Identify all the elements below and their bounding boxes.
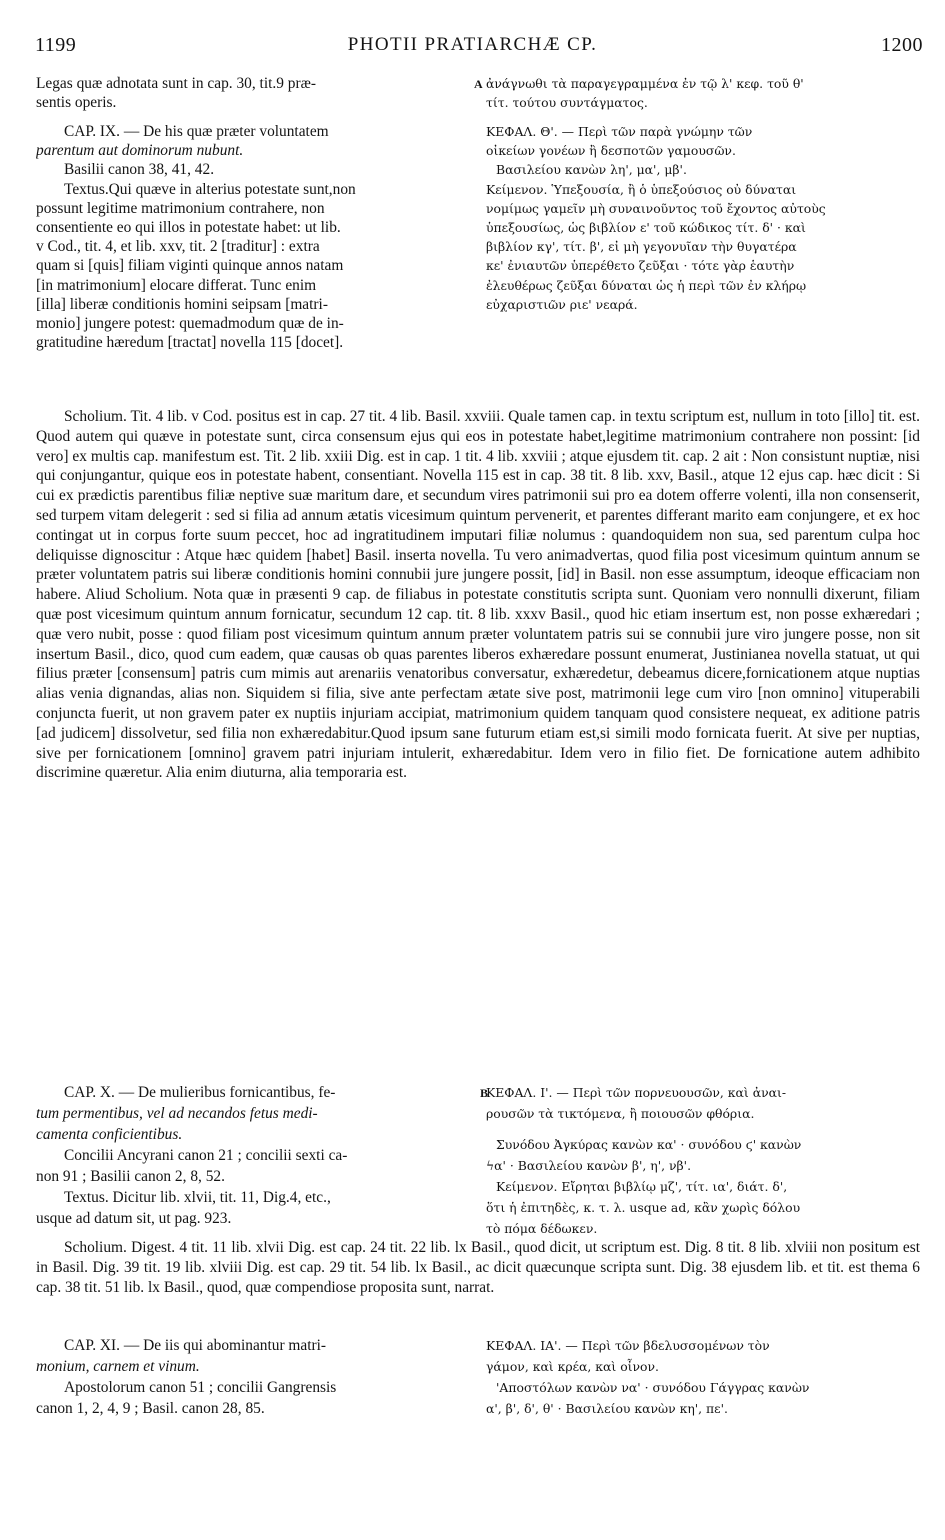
scholium-1: Scholium. Tit. 4 lib. v Cod. positus est in cap. 27 tit. 4 lib. Basil. xxviii. Quale tamen cap. in textu scriptum est, nullum in toto [illo] tit. est. Quod autem qui quæve in potestate sunt, circa consensum ejus qui eos in potestate habet,legitime matrimonium contrahere non possint: [id vero] ex multis cap. manifestum est. Tit. 2 lib. xxiii Dig. est in cap. 1 tit. 4 lib. xxviii ; atque ejusdem tit. cap. 2 ait : Non consistunt nuptiæ, nisi qui conjungantur, quique eos in potestate habent, consentiant. Novella 115 est in cap. 38 tit. 8 lib. xxv, Basil., atque 12 ejus cap. hæc dicit : Si cui ex prædictis parentibus filiæ neptive suæ maritum dare, et secundum vires patrimonii sui pro ea dotem offerre volenti, illa non consenserit, sed turpem vitam delegerit : sed si filia ad annum ætatis vicesimum quintum pervenerit, et parentes differant marito eam conjungere, et ex hoc contingat ut in corpus forte suum peccet, hoc ad ingratitudinem imputari filiæ nolumus : quandoquidem non sua, sed parentum culpa hoc deliquisse dignoscitur : Atque hæc quidem [habet] Basil. inserta novella. Tu vero animadvertas, quod filia post vicesimum quintum annum se præter voluntatem patris sui liberæ conditionis homini connubii jure jungere possit, [id] in Basil. non esse assumptum, ideoque efficaciam non habere. Aliud Scholium. Nota quæ in præsenti 9 cap. de filiabus in potestate constitutis scripta sunt. Quoniam vero nonnulli dixerunt, filiam quæ post vicesimum quintum annum fornicatur, secundum 12 cap. tit. 8 lib. xxxv Basil., quod hic etiam insertum est, non posse exhæredari ; quæ vero nubit, posse : quod filiam post vicesimum quintum annum præter voluntatem patris sui se connubii jure viro jungere posse, non sit insertum Basil., dico, quod cum eadem, quæ causas ob quas parentes liberos exhæredare possunt enumerat, Justinianea novella statuat, ut qui filius præter [consensum] patris cum mimis aut arenariis venatoribus conversatur, exhæredetur, debeamus dicere,fornicationem atque nuptias alias venia dignandas, alias non. Siquidem si filia, sive ante perfectam ætate sive post, matrimonii lege cum viro [non omnino] vituperabili conjuncta fuerit, ut non gravem pater ex nuptiis injuriam accipiat, matrimonium quidem tanquam quod consistere nequeat, ex aditione patris [ad judicem] dissolvetur, sed filia non exhæredabitur.Quod ipsum sane futurum etiam est,si simili modo fornicata fuerit. At sive per nuptias, sive per fornicationem [omnino] gravem patri injuriam intulerit, exhæredabitur. Idem vero in filio fiet. De fornicatione autem adhibito discrimine quæretur. Alia enim diuturna, alia temporaria est. <box>36 408 920 782</box>
cap-11-greek-heading-line: ΚΕΦΑΛ. ΙΑ'. — Περὶ τῶν βδελυσσομένων τὸν <box>486 1338 770 1353</box>
cap-9-text-line: Textus.Qui quæve in alterius potestate sunt,non <box>64 180 356 198</box>
page-header <box>0 0 945 64</box>
latin-line: Legas quæ adnotata sunt in cap. 30, tit.9 præ- <box>36 75 316 92</box>
greek-line: ἀνάγνωθι τὰ παραγεγραμμένα ἐν τῷ λ' κεφ. τοῦ θ' <box>486 76 804 91</box>
cap-11-canon-line: canon 1, 2, 4, 9 ; Basil. canon 28, 85. <box>36 1400 265 1417</box>
cap-11-greek-canon-line: α', β', δ', θ' · Βασιλείου κανὼν κη', πε'. <box>486 1401 728 1416</box>
cap-10-greek-canon-line: Συνόδου Ἀγκύρας κανὼν κα' · συνόδου ϛ' κανὼν <box>496 1137 802 1152</box>
cap-9-text-line: consentiente eo qui illos in potestate habet: ut lib. <box>36 219 341 237</box>
cap-9-greek-text-line: ἐλευθέρως ζεῦξαι δύναται ὡς ἡ περὶ τῶν ἐν κλήρῳ <box>486 277 807 293</box>
greek-line: τίτ. τούτου συντάγματος. <box>486 95 648 111</box>
cap-9-greek-text-line: Κείμενον. Ὑπεξουσία, ἢ ὁ ὑπεξούσιος οὐ δύναται <box>486 181 797 197</box>
margin-marker-a: A <box>474 77 483 91</box>
greek-continuation <box>486 74 928 112</box>
cap-10-heading-line: tum permentibus, vel ad necandos fetus medi- <box>36 1105 318 1122</box>
cap-9-greek-heading-line: ΚΕΦΑΛ. Θ'. — Περὶ τῶν παρὰ γνώμην τῶν <box>486 124 753 139</box>
scholium-2: Scholium. Digest. 4 tit. 11 lib. xlvii Dig. est cap. 24 tit. 22 lib. lx Basil., quod dicit, ut scriptum est. Dig. 8 tit. 8 lib. xlviii non positum est in Basil. Dig. 39 tit. 19 lib. xlviii Dig. est cap. 29 tit. 54 lib. lx Basil., ac dicit quæcunque scripta sunt. Dig. 38 ejusdem lib. et tit. est thema 6 cap. 38 tit. 51 lib. lx Basil., quod, quæ compendiose proposita sunt, narrat. <box>36 1239 920 1296</box>
latin-cap-11 <box>36 1335 474 1419</box>
cap-9-greek-heading-line: οἰκείων γονέων ἢ δεσποτῶν γαμουσῶν. <box>486 143 736 159</box>
cap-11-canon-line: Apostolorum canon 51 ; concilii Gangrensis <box>64 1379 337 1396</box>
latin-continuation <box>36 74 474 112</box>
cap-9-heading-line: CAP. IX. — De his quæ præter voluntatem <box>64 123 329 140</box>
cap-10-greek-canon-line: ϟα' · Βασιλείου κανὼν β', η', νβ'. <box>486 1158 692 1173</box>
cap-10-canon-line: non 91 ; Basilii canon 2, 8, 52. <box>36 1168 225 1185</box>
cap-10-greek-heading-line: ρουσῶν τὰ τικτόμενα, ἢ ποιουσῶν φθόρια. <box>486 1106 755 1121</box>
cap-9-greek-text-line: εὐχαριστιῶν ριε' νεαρά. <box>486 296 638 312</box>
cap-9-greek-canon: Βασιλείου κανὼν λη', μα', μβ'. <box>496 162 687 178</box>
cap-9-text-line: [illa] liberæ conditionis homini seipsam [matri- <box>36 295 328 313</box>
cap-10-greek-heading-line: ΚΕΦΑΛ. Ι'. — Περὶ τῶν πορνευουσῶν, καὶ ἀναι- <box>486 1085 787 1100</box>
cap-9-greek-text-line: κε' ἐνιαυτῶν ὑπερέθετο ζεῦξαι · τότε γὰρ ἑαυτὴν <box>486 258 795 274</box>
margin-marker-b: B <box>480 1086 489 1100</box>
cap-11-greek-heading-line: γάμον, καὶ κρέα, καὶ οἶνον. <box>486 1359 659 1374</box>
greek-cap-11 <box>486 1335 928 1419</box>
latin-cap-9 <box>36 122 474 352</box>
cap-9-canon: Basilii canon 38, 41, 42. <box>64 161 215 179</box>
greek-cap-10 <box>486 1082 928 1239</box>
greek-cap-9 <box>486 122 928 314</box>
cap-10-text-line: Textus. Dicitur lib. xlvii, tit. 11, Dig.4, etc., <box>64 1189 331 1206</box>
running-title: PHOTII PRATIARCHÆ CP. <box>347 34 598 55</box>
cap-9-text-line: [in matrimonium] elocare differat. Tunc enim <box>36 276 317 294</box>
cap-10-greek-text-line: ὅτι ἡ ἐπιτηδὲς, κ. τ. λ. usque ad, κἂν χωρὶς δόλου <box>486 1200 801 1215</box>
cap-9-text-line: quam si [quis] filiam viginti quinque annos natam <box>36 257 344 275</box>
cap-9-text-line: monio] jungere potest: quemadmodum quæ de in- <box>36 315 344 333</box>
cap-11-greek-canon-line: 'Αποστόλων κανὼν να' · συνόδου Γάγγρας κανὼν <box>496 1380 810 1395</box>
cap-10-heading-line: CAP. X. — De mulieribus fornicantibus, fe- <box>64 1084 336 1101</box>
cap-11-heading-line: CAP. XI. — De iis qui abominantur matri- <box>64 1337 327 1354</box>
cap-9-greek-text-line: βιβλίον κγ', τίτ. β', εἰ μὴ γεγονυῖαν τὴν θυγατέρα <box>486 239 797 255</box>
page-number-left: 1199 <box>35 34 77 56</box>
cap-9-text-line: possunt legitime matrimonium contrahere, non <box>36 199 325 217</box>
cap-10-greek-text-line: τὸ πόμα δέδωκεν. <box>486 1221 598 1236</box>
cap-9-greek-text-line: νομίμως γαμεῖν μὴ συναινοῦντος τοῦ ἔχοντος αὐτοὺς <box>486 200 826 216</box>
cap-10-heading-line: camenta conficientibus. <box>36 1126 183 1143</box>
cap-9-greek-text-line: ὑπεξουσίως, ὡς βιβλίον ε' τοῦ κώδικος τίτ. δ' · καὶ <box>486 220 806 236</box>
cap-11-heading-line: monium, carnem et vinum. <box>36 1358 200 1375</box>
latin-cap-10 <box>36 1082 474 1229</box>
latin-line: sentis operis. <box>36 94 117 112</box>
cap-10-text-line: usque ad datum sit, ut pag. 923. <box>36 1210 232 1227</box>
cap-9-text-line: v Cod., tit. 4, et lib. xxv, tit. 2 [traditur] : extra <box>36 238 320 256</box>
cap-9-text-line: gratitudine hæredum [tractat] novella 115 [docet]. <box>36 334 344 352</box>
cap-10-canon-line: Concilii Ancyrani canon 21 ; concilii sexti ca- <box>64 1147 348 1164</box>
cap-10-greek-text-line: Κείμενον. Εἴρηται βιβλίῳ μζ', τίτ. ια', διάτ. δ', <box>496 1179 788 1194</box>
cap-9-heading-line: parentum aut dominorum nubunt. <box>36 142 244 160</box>
page-number-right: 1200 <box>881 34 923 56</box>
